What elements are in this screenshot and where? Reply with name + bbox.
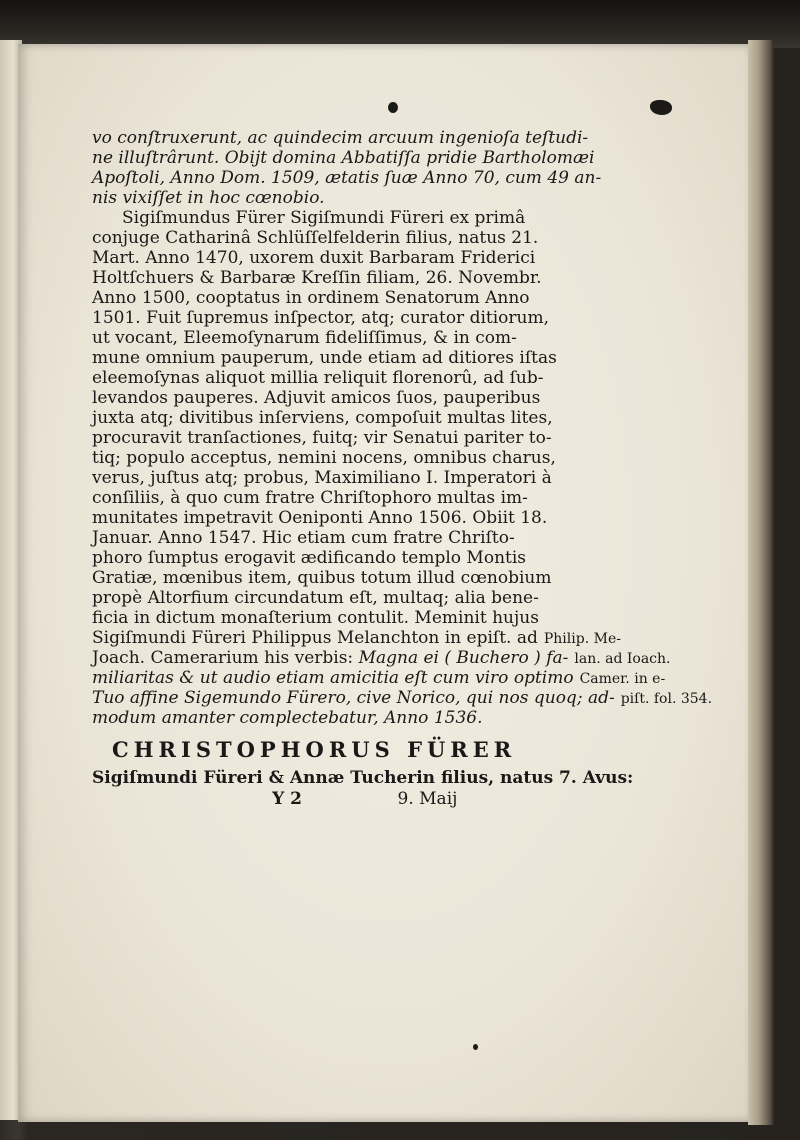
line-text: 1501. Fuit ſupremus inſpector, atq; curator ditiorum, xyxy=(92,308,549,328)
text-line xyxy=(92,508,742,528)
heading-text: CHRISTOPHORUS FÜRER xyxy=(112,737,517,762)
line-text: Sigiſmundus Fürer Sigiſmundi Füreri ex primâ xyxy=(122,208,526,228)
text-line xyxy=(92,648,742,668)
text-line xyxy=(92,428,742,448)
line-text: Sigiſmundi Füreri Philippus Melanchton in epiſt. ad xyxy=(92,628,538,648)
line-text: munitates impetravit Oeniponti Anno 1506. Obiit 18. xyxy=(92,508,548,528)
text-lines xyxy=(92,128,742,728)
text-line xyxy=(92,208,742,228)
text-line xyxy=(92,288,742,308)
line-text: juxta atq; divitibus inſerviens, compoſuit multas lites, xyxy=(92,408,553,428)
line-text: modum amanter complectebatur, Anno 1536. xyxy=(92,708,483,728)
line-text: vo conſtruxerunt, ac quindecim arcuum ingenioſa teſtudi- xyxy=(92,128,589,148)
line-text: propè Altorfium circundatum eſt, multaq; alia bene- xyxy=(92,588,539,608)
line-text: miliaritas & ut audio etiam amicitia eſt cum viro optimo xyxy=(92,668,574,688)
line-text: verus, juſtus atq; probus, Maximiliano I. Imperatori à xyxy=(92,468,552,488)
line-text: Holtſchuers & Barbaræ Kreſſin filiam, 26. Novembr. xyxy=(92,268,542,288)
final-date: 9. Maij xyxy=(397,789,458,809)
line-text: Joach. Camerarium his verbis: xyxy=(92,648,359,668)
line-text: conſiliis, à quo cum fratre Chriſtophoro multas im- xyxy=(92,488,528,508)
line-text: levandos pauperes. Adjuvit amicos ſuos, pauperibus xyxy=(92,388,541,408)
ink-spot xyxy=(388,102,398,113)
section-heading xyxy=(92,734,742,766)
line-text: procuravit tranſactiones, fuitq; vir Senatui pariter to- xyxy=(92,428,552,448)
line-text: ne illuſtrârunt. Obijt domina Abbatiſſa pridie Bartholomæi xyxy=(92,148,595,168)
margin-note: piſt. fol. 354. xyxy=(620,691,713,707)
text-line xyxy=(92,488,742,508)
line-text: Gratiæ, mœnibus item, quibus totum illud cœnobium xyxy=(92,568,552,588)
text-line xyxy=(92,408,742,428)
text-line xyxy=(92,528,742,548)
right-page-edge xyxy=(748,40,774,1125)
line-text: Mart. Anno 1470, uxorem duxit Barbaram Friderici xyxy=(92,248,536,268)
line-text: Januar. Anno 1547. Hic etiam cum fratre Chriſto- xyxy=(92,528,515,548)
page-text xyxy=(92,128,742,810)
line-text: Apoſtoli, Anno Dom. 1509, ætatis ſuæ Anno 70, cum 49 an- xyxy=(92,168,602,188)
text-line xyxy=(92,128,742,148)
margin-note: Camer. in e- xyxy=(579,671,666,687)
final-line: Sigiſmundi Füreri & Annæ Tucherin filius, natus 7. Avus: xyxy=(92,768,634,788)
line-text: conjuge Catharinâ Schlüſſelfelderin filius, natus 21. xyxy=(92,228,539,248)
line-text: Tuo affine Sigemundo Fürero, cive Norico, qui nos quoq; ad- xyxy=(92,688,615,708)
line-text: ficia in dictum monaſterium contulit. Meminit hujus xyxy=(92,608,539,628)
text-line xyxy=(92,268,742,288)
text-line xyxy=(92,608,742,628)
text-line xyxy=(92,568,742,588)
signature-mark: Y 2 xyxy=(272,789,302,809)
text-line xyxy=(92,368,742,388)
line-italic-tail: Magna ei ( Buchero ) fa- xyxy=(358,648,569,668)
line-text: mune omnium pauperum, unde etiam ad ditiores iſtas xyxy=(92,348,557,368)
margin-note: lan. ad Ioach. xyxy=(574,651,671,667)
text-line xyxy=(92,148,742,168)
text-line xyxy=(92,688,742,708)
text-line xyxy=(92,628,742,648)
text-line xyxy=(92,388,742,408)
ink-spot xyxy=(473,1044,478,1050)
line-text: eleemoſynas aliquot millia reliquit florenorû, ad ſub- xyxy=(92,368,544,388)
text-line xyxy=(92,448,742,468)
margin-note: Philip. Me- xyxy=(543,631,621,647)
line-text: ut vocant, Eleemoſynarum fideliſſimus, & in com- xyxy=(92,328,517,348)
ink-spot xyxy=(650,100,672,115)
text-line xyxy=(92,168,742,188)
text-line xyxy=(92,188,742,208)
text-line xyxy=(92,548,742,568)
line-text: phoro ſumptus erogavit ædificando templo Montis xyxy=(92,548,527,568)
text-line xyxy=(92,468,742,488)
top-shadow xyxy=(0,0,800,48)
text-line xyxy=(92,228,742,248)
text-line xyxy=(92,308,742,328)
line-text: Anno 1500, cooptatus in ordinem Senatorum Anno xyxy=(92,288,530,308)
text-line xyxy=(92,668,742,688)
text-line xyxy=(92,348,742,368)
text-line xyxy=(92,708,742,728)
signature-row xyxy=(92,788,742,810)
text-line xyxy=(92,588,742,608)
line-text: tiq; populo acceptus, nemini nocens, omnibus charus, xyxy=(92,448,556,468)
line-text: nis vixiſſet in hoc cœnobio. xyxy=(92,188,325,208)
text-line xyxy=(92,328,742,348)
text-line xyxy=(92,248,742,268)
